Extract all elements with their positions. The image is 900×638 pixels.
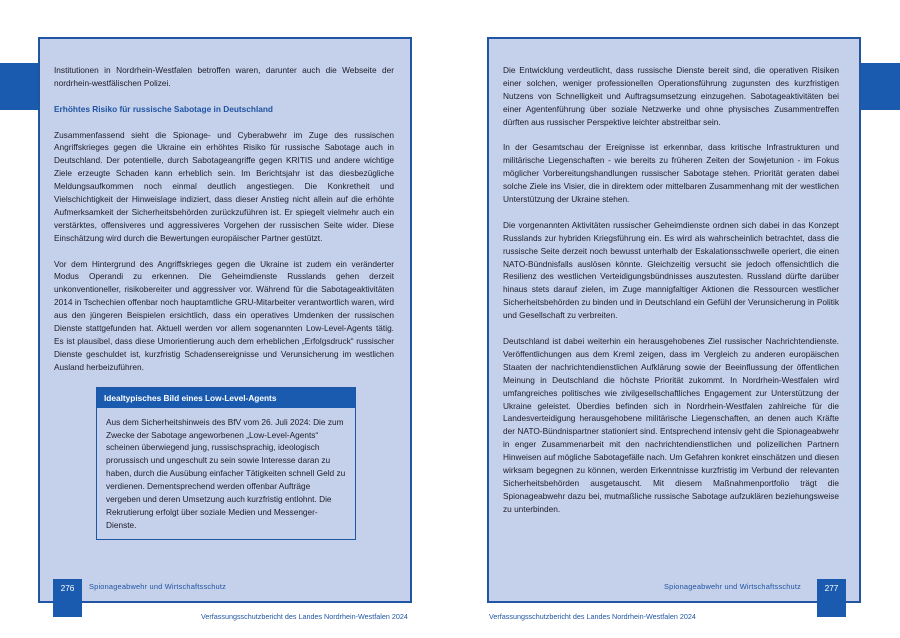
right-side-tab <box>861 63 900 110</box>
right-page-content <box>503 64 839 529</box>
right-paragraph-1: Die Entwicklung verdeutlicht, dass russische Dienste bereit sind, die operativen Risiken einer solchen, weniger professionellen Operationsführung zugunsten des kurzfristigen Nutzens von Schnelligkeit und Auftragsumsetzung einzugehen. Sabotageaktivitäten bei einer Agentenführung über soziale Netzwerke und ohne physisches Zusammentreffen dürften aus russischer Perspektive leichter abstreitbar sein. <box>503 65 839 127</box>
right-report-title: Verfassungsschutzbericht des Landes Nordrhein-Westfalen 2024 <box>489 612 696 621</box>
left-page-number: 276 <box>53 579 82 617</box>
left-paragraph-intro: Institutionen in Nordrhein-Westfalen betroffen waren, darunter auch die Webseite der nordrhein-westfälischen Polizei. <box>54 65 394 88</box>
left-paragraph-2: Vor dem Hintergrund des Angriffskrieges gegen die Ukraine ist zudem ein veränderter Modus Operandi zu erkennen. Die Geheimdienste Russlands gehen derzeit unkonventioneller, risikobereiter und aggressiver vor. Während für die Sabotageaktivitäten 2014 in Tschechien offenbar noch hauptamtliche GRU-Mitarbeiter verantwortlich waren, wird aus den jüngeren Beispielen ersichtlich, dass ein operatives Umdenken der russischen Dienste stattgefunden hat. Aktuell werden vor allem sogenannten Low-Level-Agents tätig. Es ist plausibel, dass diese Umorientierung auch dem erheblichen „Erfolgsdruck“ russischer Dienste geschuldet ist, kurzfristig Schadensereignisse und Verunsicherung im westlichen Ausland herbeizuführen. <box>54 258 394 372</box>
right-running-head: Spionageabwehr und Wirtschaftsschutz <box>664 582 802 591</box>
info-box-title: Idealtypisches Bild eines Low-Level-Agents <box>97 388 355 408</box>
left-report-title: Verfassungsschutzbericht des Landes Nordrhein-Westfalen 2024 <box>201 612 408 621</box>
left-side-tab <box>0 63 39 110</box>
right-paragraph-4: Deutschland ist dabei weiterhin ein herausgehobenes Ziel russischer Nachrichtendienste. Veröffentlichungen aus dem Kreml zeigen, dass im Vergleich zu anderen europäischen Staaten der nachrichtendienstlichen Aufklärung sowie der Beeinflussung der öffentlichen Meinung in Deutschland die höchste Priorität zukommt. In Nordrhein-Westfalen wird umfangreiches politisches wie zivilgesellschaftliches Engagement zur Unterstützung der Ukraine geleistet. Überdies befinden sich in Nordrhein-Westfalen zahlreiche für die Landesverteidigung herausgehobene militärische Liegenschaften, an denen auch Kräfte der NATO-Bündnispartner stationiert sind. Entsprechend intensiv geht die Spionageabwehr in enger Zusammenarbeit mit den nachrichtendienstlichen und polizeilichen Partnern Hinweisen auf mögliche Sabotagefälle nach. Um Gefahren konkret einschätzen und diesen wirksam begegnen zu können, werden Erkenntnisse kurzfristig im Verbund der relevanten Sicherheitsbehörden ausgetauscht. Mit diesem Maßnahmenportfolio trägt die Spionageabwehr dazu bei, mutmaßliche russische Sabotage aufzuklären beziehungsweise zu unterbinden. <box>503 335 839 514</box>
left-page <box>38 37 412 603</box>
info-box <box>96 387 356 540</box>
left-paragraph-1: Zusammenfassend sieht die Spionage- und Cyberabwehr im Zuge des russischen Angriffskrieges gegen die Ukraine ein erhöhtes Risiko für russische Sabotage auch in Deutschland. Der potentielle, durch Sabotageangriffe gegen KRITIS und andere wichtige Ziele erzeugte Schaden kann erheblich sein. Im Berichtsjahr ist das diesbezügliche Meldungsaufkommen noch einmal deutlich angestiegen. Die Konkretheit und Vielschichtigkeit der Hinweislage indiziert, dass dieser Anstieg nicht allein auf die erhöhte Aufmerksamkeit der Sicherheitsbehörden zurückzuführen ist. Er spiegelt vielmehr auch ein verstärktes, offensiveres und aggressiveres Vorgehen der russischen Seite wider. Diese Einschätzung wird durch die Bewertungen europäischer Partner gestützt. <box>54 129 394 243</box>
left-running-head: Spionageabwehr und Wirtschaftsschutz <box>89 582 227 591</box>
right-page <box>487 37 861 603</box>
right-paragraph-2: In der Gesamtschau der Ereignisse ist erkennbar, dass kritische Infrastrukturen und militärische Liegenschaften - wie bereits zu früheren Zeiten der Sowjetunion - im Fokus möglicher Vorbereitungshandlungen russischer Sabotage stehen. Priorität geraten dabei solche Ziele ins Visier, die in direktem oder mittelbaren Zusammenhang mit der westlichen Unterstützung der Ukraine stehen. <box>503 142 839 205</box>
info-box-text: Aus dem Sicherheitshinweis des BfV vom 26. Juli 2024: Die zum Zwecke der Sabotage angeworbenen „Low-Level-Agents“ scheinen überwiegend jung, russischsprachig, ideologisch prorussisch und ungeschult zu sein sowie Interesse daran zu haben, durch die Ausübung einfacher Tätigkeiten schnell Geld zu verdienen. Dementsprechend werden offenbar Aufträge vergeben und deren Umsetzung auch kurzfristig entlohnt. Die Rekrutierung erfolgt über soziale Medien und Messenger-Dienste. <box>106 416 346 530</box>
section-heading: Erhöhtes Risiko für russische Sabotage in Deutschland <box>54 103 273 114</box>
left-page-content <box>54 64 394 540</box>
right-paragraph-3: Die vorgenannten Aktivitäten russischer Geheimdienste ordnen sich dabei in das Konzept Russlands zur hybriden Kriegsführung ein. Es wird als wahrscheinlich betrachtet, dass die russische Seite derzeit noch bewusst unterhalb der Eskalationsschwelle operiert, die einen NATO-Bündnisfalls auslösen könnte. Gleichzeitig versucht sie jedoch offensichtlich die Resilienz des westlichen Verteidigungsbündnisses auszutesten. Russland dürfte darüber hinaus stets darauf zielen, im Zuge mannigfaltiger Aktionen die Ressourcen westlicher Sicherheitsbehörden zu binden und in Deutschland ein Gefühl der Verunsicherung in Politik und Gesellschaft zu verbreiten. <box>503 219 839 321</box>
right-page-number: 277 <box>817 579 846 617</box>
